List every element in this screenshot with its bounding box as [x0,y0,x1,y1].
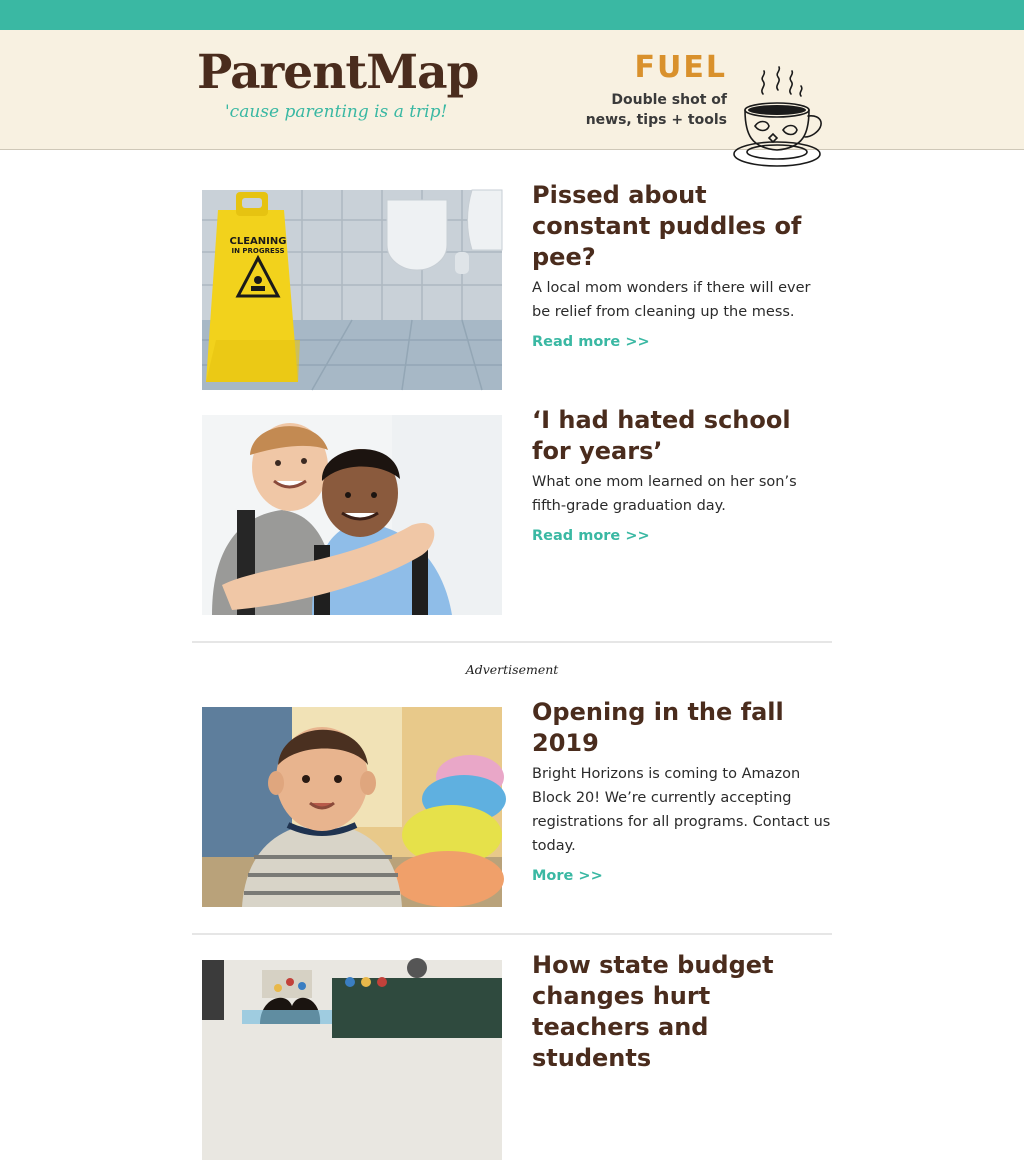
section-divider [192,641,832,643]
sign-text-line-2: IN PROGRESS [231,247,285,255]
ad-title[interactable]: Opening in the fall 2019 [532,698,784,757]
article-text [532,406,832,545]
article-title[interactable]: How state budget changes hurt teachers and students [532,951,774,1072]
sign-text-line-1: CLEANING [229,236,287,247]
logo-wordmark: ParentMap [197,45,479,100]
fuel-subtitle-line-2: news, tips + tools [585,112,727,128]
article-description: What one mom learned on her son’s fifth-grade graduation day. [532,474,797,514]
article-description: A local mom wonders if there will ever be relief from cleaning up the mess. [532,280,811,320]
fuel-title: FUEL [634,50,727,85]
article-image-classroom[interactable] [202,960,502,1160]
fuel-subtitle-line-1: Double shot of [611,92,727,108]
article-title[interactable]: ‘I had hated school for years’ [532,406,791,465]
ad-description: Bright Horizons is coming to Amazon Block 20! We’re currently accepting registrations for all programs. Contact us today. [532,766,831,854]
section-divider [192,933,832,935]
ad-image-baby[interactable] [202,707,502,907]
article-text [532,181,832,351]
article-image-cleaning-sign[interactable] [202,190,502,390]
fuel-branding [560,50,727,130]
logo-tagline: 'cause parenting is a trip! [225,102,448,122]
advertisement-label: Advertisement [465,662,559,677]
article-title[interactable]: Pissed about constant puddles of pee? [532,181,802,271]
article-image-two-boys[interactable] [202,415,502,615]
newsletter-header [0,30,1024,150]
parentmap-logo[interactable] [197,44,479,122]
coffee-cup-icon [733,64,831,172]
article-text [532,951,832,1074]
ad-text [532,698,832,885]
read-more-link[interactable]: Read more >> [532,528,650,544]
top-color-bar [0,0,1024,30]
read-more-link[interactable]: Read more >> [532,334,650,350]
ad-more-link[interactable]: More >> [532,868,603,884]
